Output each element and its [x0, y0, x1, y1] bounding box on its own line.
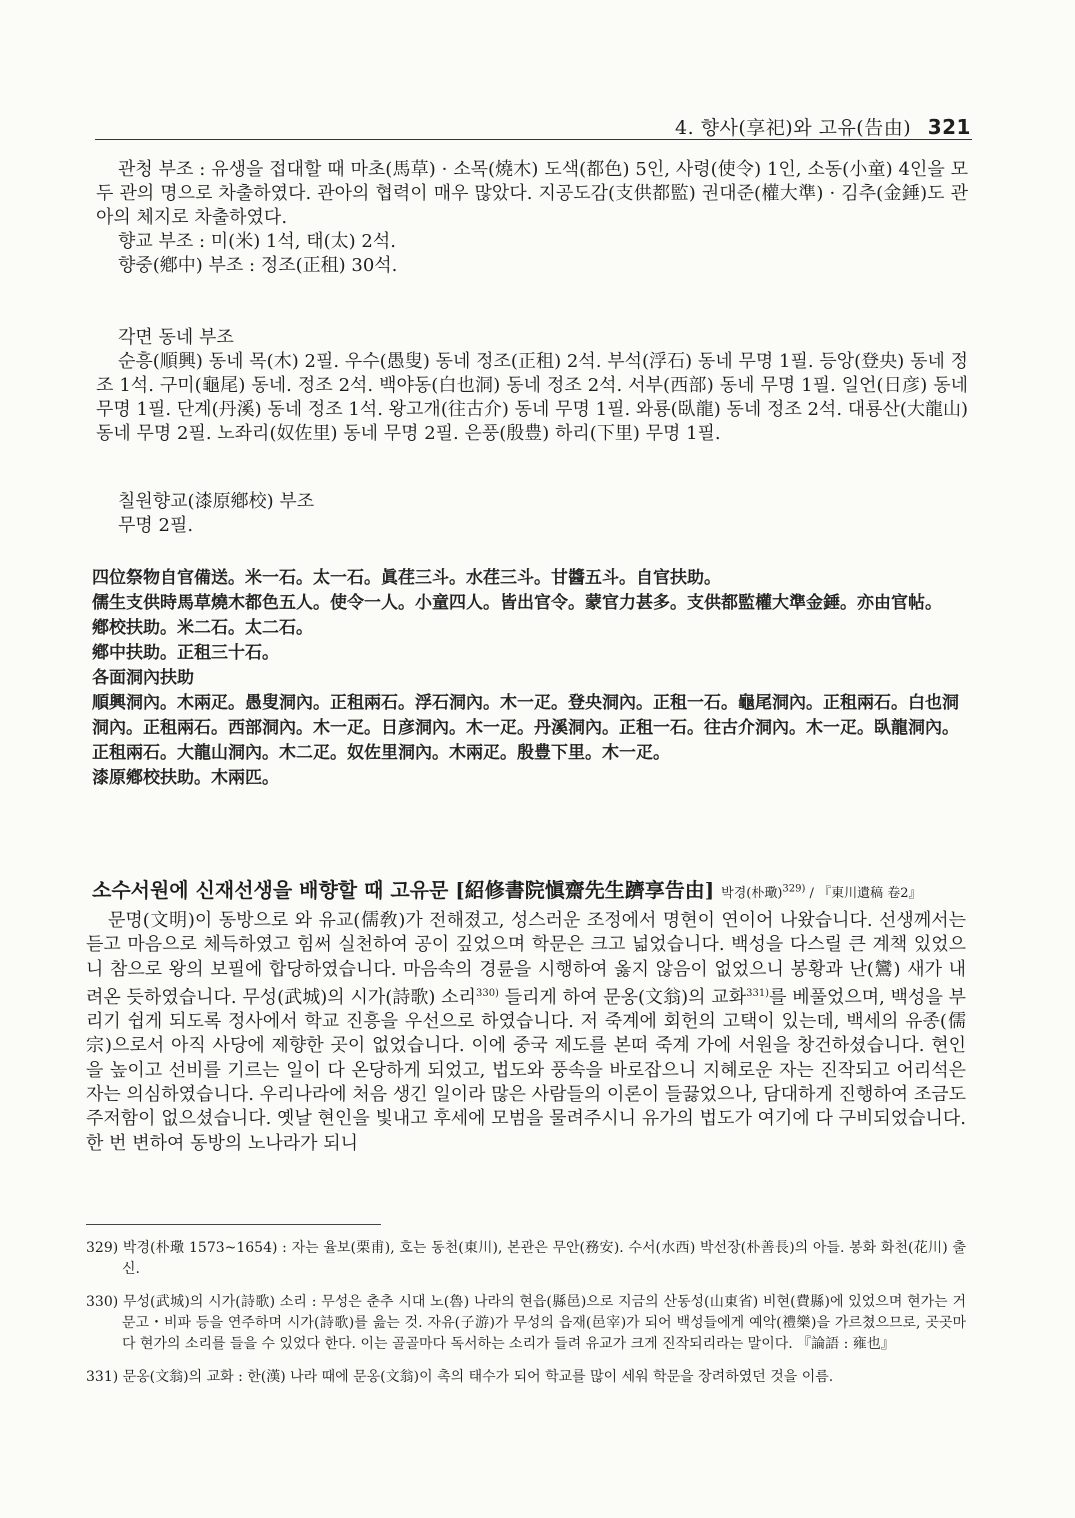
- classical-chinese-block: [92, 566, 972, 791]
- page-number: 321: [927, 115, 971, 139]
- hanmun-line: 鄕中扶助。正租三十石。: [92, 643, 279, 663]
- footnote-331: 331) 문옹(文翁)의 교화 : 한(漢) 나라 때에 문옹(文翁)이 촉의 태수가 되어 학교를 많이 세워 학문을 장려하였던 것을 이름.: [86, 1369, 834, 1385]
- source-book: 『東川遺稿 卷2』: [818, 886, 922, 901]
- memorial-paragraph: [86, 909, 966, 1156]
- hanmun-line: 鄕校扶助。米二石。太二石。: [92, 618, 313, 638]
- paragraph-village-support: 순흥(順興) 동네 목(木) 2필. 우수(愚叟) 동네 정조(正租) 2석. 부석(浮石) 동네 무명 1필. 등앙(登央) 동네 정조 1석. 구미(龜尾) 동네. 정조 2석. 백야동(白也洞) 동네 정조 2석. 서부(西部) 동네 무명 1필. 일언(日彦) 동네 무명 1필. 단계(丹溪) 동네 정조 1석. 왕고개(往古介) 동네 무명 1필. 와룡(臥龍) 동네 정조 2석. 대룡산(大龍山) 동네 무명 2필. 노좌리(奴佐里) 동네 무명 2필. 은풍(殷豊) 하리(下里) 무명 1필.: [96, 351, 968, 444]
- korean-village-block: [96, 326, 968, 446]
- hanmun-line: 儒生支供時馬草燒木都色五人。使令一人。小童四人。皆出官令。蒙官力甚多。支供都監權大準金錘。亦由官帖。: [92, 593, 942, 613]
- paragraph-official-support: 관청 부조 : 유생을 접대할 때 마초(馬草) · 소목(燒木) 도색(都色) 5인, 사령(使令) 1인, 소동(小童) 4인을 모두 관의 명으로 차출하였다. 관아의 협력이 매우 많았다. 지공도감(支供都監) 권대준(權大準) · 김추(金錘)도 관아의 체지로 차출하였다.: [96, 159, 968, 228]
- source-separator: /: [805, 886, 819, 901]
- header-rule: [95, 139, 972, 140]
- paragraph-hyangjung-support: 향중(鄕中) 부조 : 정조(正租) 30석.: [118, 255, 398, 276]
- running-header: [675, 113, 971, 140]
- memorial-text-part: 문명(文明)이 동방으로 와 유교(儒敎)가 전해졌고, 성스러운 조정에서 명현이 연이어 나왔습니다. 선생께서는 듣고 마음으로 체득하였고 힘써 실천하여 공이 깊었으며 학문은 크고 넓었습니다. 백성을 다스릴 큰 계책 있었으니 참으로 왕의 보필에 합당하였습니다. 마음속의 경륜을 시행하여 옳지 않음이 없었으니 봉황과 난(鸞) 새가 내려온 듯하였습니다. 무성(武城)의 시가(詩歌) 소리: [86, 910, 966, 1008]
- footnote-329: 329) 박경(朴璥 1573~1654) : 자는 율보(栗甫), 호는 동천(東川), 본관은 무안(務安). 수서(水西) 박선장(朴善長)의 아들. 봉화 화천(花川) 출신.: [86, 1240, 966, 1277]
- hanmun-line: 各面洞內扶助: [92, 668, 194, 688]
- paragraph-hyanggyo-support: 향교 부조 : 미(米) 1석, 태(太) 2석.: [118, 231, 396, 252]
- memorial-text-part: 를 베풀었으며, 백성을 부리기 쉽게 되도록 정사에서 학교 진흥을 우선으로 하였습니다. 저 죽계에 회헌의 고택이 있는데, 백세의 유종(儒宗)으로서 아직 사당에 제향한 곳이 없었습니다. 이에 중국 제도를 본떠 죽계 가에 서원을 창건하셨습니다. 현인을 높이고 선비를 기르는 일이 다 온당하게 되었고, 법도와 풍속을 바로잡으니 지혜로운 자는 진작되고 어리석은 자는 의심하였습니다. 우리나라에 처음 생긴 일이라 많은 사람들의 이론이 들끓었으나, 담대하게 진행하여 조금도 주저함이 없으셨습니다. 옛날 현인을 빛내고 후세에 모범을 물려주시니 유가의 법도가 여기에 다 구비되었습니다. 한 번 변하여 동방의 노나라가 되니: [86, 986, 966, 1154]
- section-heading: [92, 874, 982, 903]
- hanmun-line: 四位祭物自官備送。米一石。太一石。眞荏三斗。水荏三斗。甘醬五斗。自官扶助。: [92, 568, 721, 588]
- memorial-text: [86, 909, 966, 1156]
- korean-translation-block: [96, 158, 968, 278]
- memorial-text-part: 들리게 하여 문옹(文翁)의 교화: [498, 986, 747, 1008]
- korean-chilwon-block: [96, 490, 968, 538]
- village-support-title: 각면 동네 부조: [118, 327, 234, 348]
- hanmun-line: 順興洞內。木兩疋。愚叟洞內。正租兩石。浮石洞內。木一疋。登央洞內。正租一石。龜尾洞內。正租兩石。白也洞洞內。正租兩石。西部洞內。木一疋。日彦洞內。木一疋。丹溪洞內。正租一石。往古介洞內。木一疋。臥龍洞內。正租兩石。大龍山洞內。木二疋。奴佐里洞內。木兩疋。殷豊下里。木一疋。: [92, 693, 959, 763]
- source-author: 박경(朴璥): [721, 886, 783, 901]
- footnote-ref: 331): [746, 987, 770, 999]
- footnote-ref: 330): [475, 987, 499, 999]
- section-source: [721, 883, 922, 901]
- chilwon-support-title: 칠원향교(漆原鄕校) 부조: [118, 491, 315, 512]
- footnotes: [86, 1238, 966, 1400]
- section-title: 소수서원에 신재선생을 배향할 때 고유문 [紹修書院愼齋先生躋享告由]: [92, 878, 715, 902]
- footnote-330: 330) 무성(武城)의 시가(詩歌) 소리 : 무성은 춘추 시대 노(魯) 나라의 현읍(縣邑)으로 지금의 산동성(山東省) 비현(費縣)에 있었으며 현가는 거문고・비파 등을 연주하며 시가(詩歌)를 읊는 것. 자유(子游)가 무성의 읍재(邑宰)가 되어 백성들에게 예악(禮樂)을 가르쳤으므로, 곳곳마다 현가의 소리를 들을 수 있었다 한다. 이는 골골마다 독서하는 소리가 들려 유교가 크게 진작되리라는 말이다. 『論語 : 雍也』: [86, 1294, 966, 1352]
- footnote-ref: 329): [782, 883, 806, 895]
- chapter-title: 4. 향사(享祀)와 고유(告由): [675, 117, 912, 139]
- hanmun-line: 漆原鄕校扶助。木兩匹。: [92, 768, 279, 788]
- chilwon-support-text: 무명 2필.: [118, 515, 194, 536]
- footnote-rule: [86, 1224, 381, 1225]
